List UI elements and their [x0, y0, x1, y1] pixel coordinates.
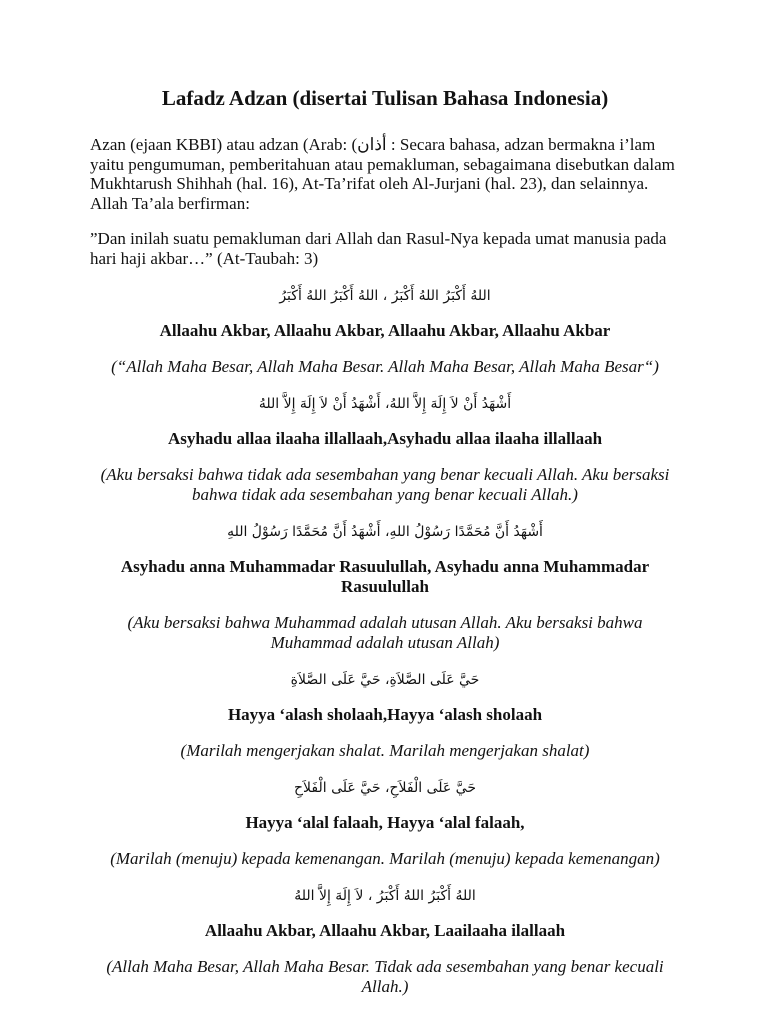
arabic-line: اللهُ أَكْبَرُ اللهُ أَكْبَرُ ، اللهُ أَكْبَرُ اللهُ أَكْبَرُ: [279, 288, 491, 304]
transliteration-line: Allaahu Akbar, Allaahu Akbar, Allaahu Akbar, Allaahu Akbar: [159, 321, 611, 340]
translation-line: (“Allah Maha Besar, Allah Maha Besar. Allah Maha Besar, Allah Maha Besar“): [111, 357, 659, 376]
adzan-section-syahadat-1: [90, 392, 680, 505]
arabic-line: حَيَّ عَلَى الْفَلاَحِ، حَيَّ عَلَى الْفَلاَحِ: [294, 780, 476, 796]
adzan-section-hayya-sholah: [90, 668, 680, 761]
transliteration-line: Hayya ‘alal falaah, Hayya ‘alal falaah,: [245, 813, 525, 832]
translation-line: (Aku bersaksi bahwa Muhammad adalah utusan Allah. Aku bersaksi bahwa Muhammad adalah utusan Allah): [127, 613, 643, 652]
adzan-section-takbir-1: [90, 284, 680, 377]
transliteration-line: Asyhadu allaa ilaaha illallaah,Asyhadu allaa ilaaha illallaah: [167, 429, 603, 448]
transliteration-line: Allaahu Akbar, Allaahu Akbar, Laailaaha ilallaah: [204, 921, 566, 940]
adzan-section-hayya-falah: [90, 776, 680, 869]
arabic-line: أَشْهَدُ أَنْ لاَ إِلَهَ إِلاَّ اللهُ، أَشْهَدُ أَنْ لاَ إِلَهَ إِلاَّ اللهُ: [258, 396, 512, 412]
translation-line: (Aku bersaksi bahwa tidak ada sesembahan yang benar kecuali Allah. Aku bersaksi bahwa tidak ada sesembahan yang benar kecuali Allah.): [100, 465, 670, 504]
arabic-line: حَيَّ عَلَى الصَّلاَةِ، حَيَّ عَلَى الصَّلاَةِ: [290, 672, 480, 688]
transliteration-line: Asyhadu anna Muhammadar Rasuulullah, Asyhadu anna Muhammadar Rasuulullah: [120, 557, 650, 596]
transliteration-line: Hayya ‘alash sholaah,Hayya ‘alash sholaah: [227, 705, 543, 724]
translation-line: (Allah Maha Besar, Allah Maha Besar. Tidak ada sesembahan yang benar kecuali Allah.): [106, 957, 664, 996]
translation-line: (Marilah (menuju) kepada kemenangan. Marilah (menuju) kepada kemenangan): [110, 849, 660, 868]
arabic-line: اللهُ أَكْبَرُ اللهُ أَكْبَرُ ، لاَ إِلَهَ إِلاَّ اللهُ: [294, 888, 476, 904]
arabic-line: أَشْهَدُ أَنَّ مُحَمَّدًا رَسُوْلُ اللهِ، أَشْهَدُ أَنَّ مُحَمَّدًا رَسُوْلُ اللهِ: [227, 524, 543, 540]
quran-quote-paragraph: ”Dan inilah suatu pemakluman dari Allah dan Rasul-Nya kepada umat manusia pada hari haji akbar…” (At-Taubah: 3): [90, 229, 667, 268]
adzan-section-syahadat-2: [90, 520, 680, 653]
intro-paragraph: Azan (ejaan KBBI) atau adzan (Arab: (أذان : Secara bahasa, adzan bermakna i’lam yaitu pengumuman, pemberitahuan atau pemakluman, sebagaimana disebutkan dalam Mukhtarush Shihhah (hal. 16), At-Ta’rifat oleh Al-Jurjani (hal. 23), dan selainnya. Allah Ta’ala berfirman:: [90, 135, 675, 213]
translation-line: (Marilah mengerjakan shalat. Marilah mengerjakan shalat): [180, 741, 590, 760]
page-title: Lafadz Adzan (disertai Tulisan Bahasa Indonesia): [161, 86, 609, 110]
adzan-section-takbir-penutup: [90, 884, 680, 997]
